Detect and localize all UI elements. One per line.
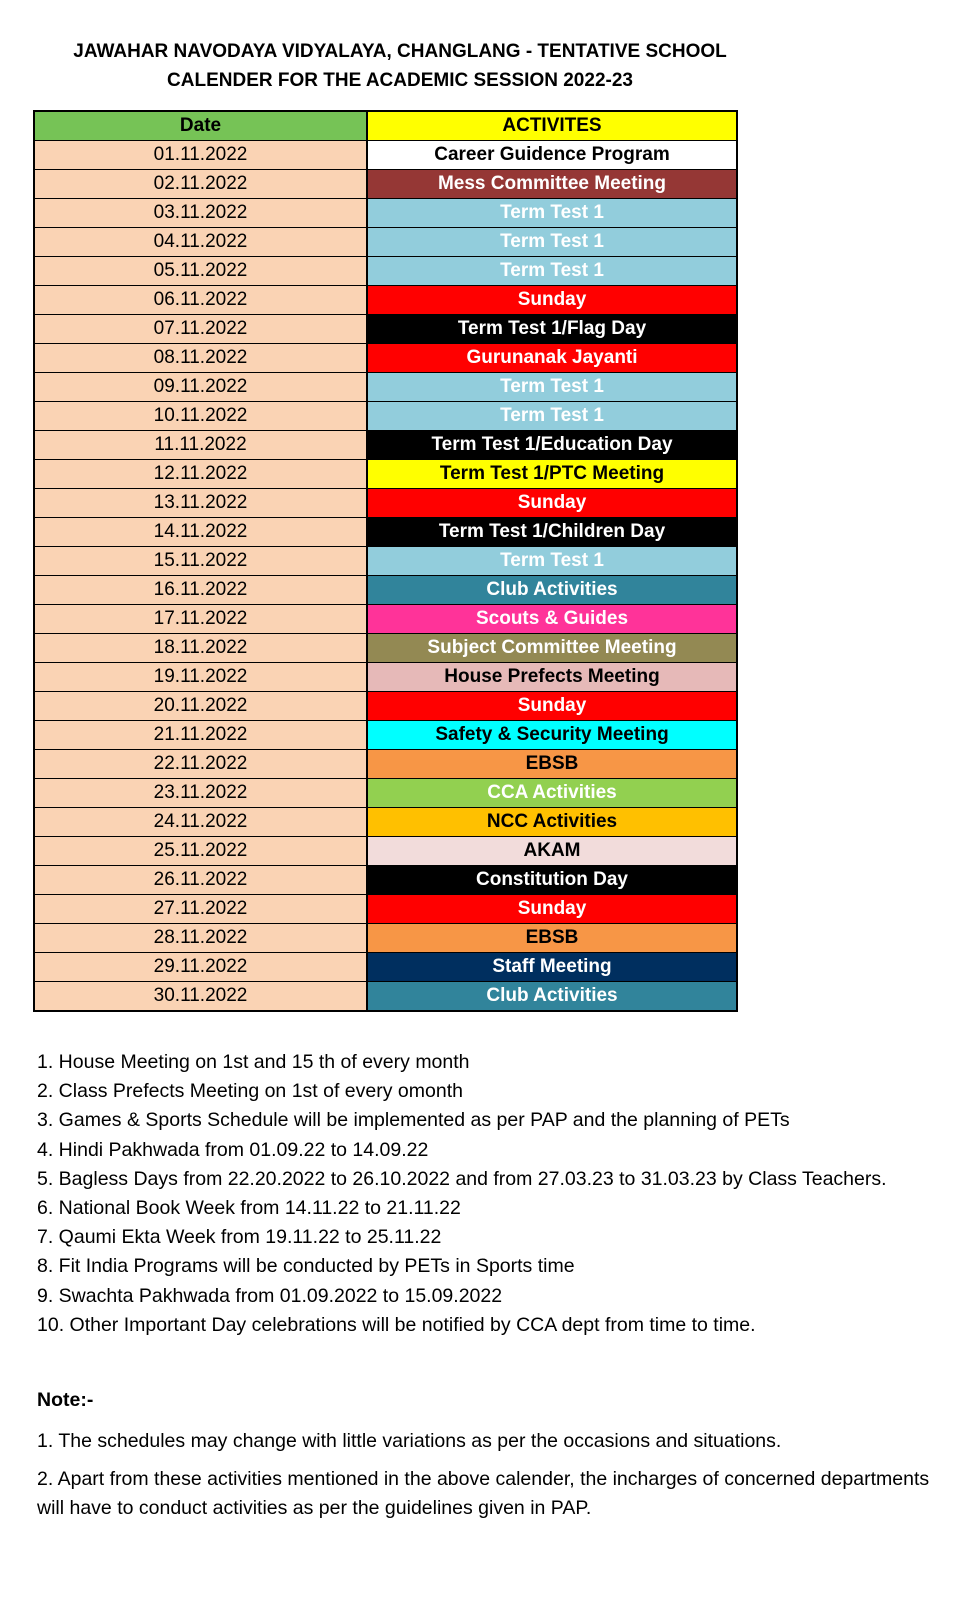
row-activity: Term Test 1 <box>367 547 737 576</box>
row-activity: Career Guidence Program <box>367 141 737 170</box>
row-activity: Term Test 1/Flag Day <box>367 315 737 344</box>
note-item: 5. Bagless Days from 22.20.2022 to 26.10.2022 and from 27.03.23 to 31.03.23 by Class Teachers. <box>37 1167 887 1190</box>
row-activity: Term Test 1 <box>367 402 737 431</box>
row-date: 01.11.2022 <box>34 141 367 170</box>
row-date: 09.11.2022 <box>34 373 367 402</box>
row-activity: Term Test 1/Children Day <box>367 518 737 547</box>
row-date: 23.11.2022 <box>34 779 367 808</box>
row-date: 06.11.2022 <box>34 286 367 315</box>
row-date: 25.11.2022 <box>34 837 367 866</box>
row-activity: CCA Activities <box>367 779 737 808</box>
row-activity: EBSB <box>367 924 737 953</box>
table-row <box>34 286 737 315</box>
table-row <box>34 692 737 721</box>
row-activity: Constitution Day <box>367 866 737 895</box>
table-row <box>34 431 737 460</box>
table-row <box>34 344 737 373</box>
row-date: 24.11.2022 <box>34 808 367 837</box>
table-row <box>34 634 737 663</box>
table-row <box>34 953 737 982</box>
row-activity: NCC Activities <box>367 808 737 837</box>
remark-item: 2. Apart from these activities mentioned in the above calender, the incharges of concerned departments will have to conduct activities as per the guidelines given in PAP. <box>37 1468 930 1519</box>
table-row <box>34 721 737 750</box>
row-activity: Club Activities <box>367 576 737 605</box>
table-row <box>34 982 737 1012</box>
row-date: 12.11.2022 <box>34 460 367 489</box>
row-date: 10.11.2022 <box>34 402 367 431</box>
remark-item: 1. The schedules may change with little variations as per the occasions and situations. <box>37 1430 782 1452</box>
table-row <box>34 576 737 605</box>
row-activity: Sunday <box>367 489 737 518</box>
row-date: 16.11.2022 <box>34 576 367 605</box>
row-date: 11.11.2022 <box>34 431 367 460</box>
table-row <box>34 315 737 344</box>
note-heading: Note:- <box>37 1389 94 1411</box>
notes-list <box>37 1048 887 1340</box>
table-row <box>34 518 737 547</box>
row-activity: Sunday <box>367 286 737 315</box>
table-header-row <box>34 111 737 141</box>
note-item: 8. Fit India Programs will be conducted by PETs in Sports time <box>37 1255 575 1278</box>
row-activity: Mess Committee Meeting <box>367 170 737 199</box>
row-date: 26.11.2022 <box>34 866 367 895</box>
table-row <box>34 895 737 924</box>
table-row <box>34 837 737 866</box>
table-row <box>34 373 737 402</box>
table-row <box>34 750 737 779</box>
title-line-2: CALENDER FOR THE ACADEMIC SESSION 2022-23 <box>167 70 633 91</box>
row-date: 05.11.2022 <box>34 257 367 286</box>
note-item: 2. Class Prefects Meeting on 1st of every omonth <box>37 1080 463 1103</box>
row-activity: EBSB <box>367 750 737 779</box>
table-row <box>34 489 737 518</box>
row-activity: Club Activities <box>367 982 737 1012</box>
table-row <box>34 547 737 576</box>
table-row <box>34 605 737 634</box>
table-row <box>34 808 737 837</box>
row-date: 15.11.2022 <box>34 547 367 576</box>
row-date: 02.11.2022 <box>34 170 367 199</box>
table-row <box>34 866 737 895</box>
row-date: 28.11.2022 <box>34 924 367 953</box>
note-item: 4. Hindi Pakhwada from 01.09.22 to 14.09.22 <box>37 1138 429 1161</box>
row-date: 13.11.2022 <box>34 489 367 518</box>
note-item: 10. Other Important Day celebrations will be notified by CCA dept from time to time. <box>37 1313 756 1336</box>
row-date: 04.11.2022 <box>34 228 367 257</box>
row-date: 14.11.2022 <box>34 518 367 547</box>
row-activity: Gurunanak Jayanti <box>367 344 737 373</box>
row-date: 03.11.2022 <box>34 199 367 228</box>
table-row <box>34 663 737 692</box>
row-activity: AKAM <box>367 837 737 866</box>
note-item: 7. Qaumi Ekta Week from 19.11.22 to 25.11.22 <box>37 1226 442 1249</box>
note-item: 1. House Meeting on 1st and 15 th of every month <box>37 1051 470 1073</box>
table-row <box>34 779 737 808</box>
row-date: 18.11.2022 <box>34 634 367 663</box>
table-row <box>34 402 737 431</box>
title-line-1: JAWAHAR NAVODAYA VIDYALAYA, CHANGLANG - TENTATIVE SCHOOL <box>73 41 727 62</box>
document-title <box>40 37 760 95</box>
row-activity: Term Test 1 <box>367 257 737 286</box>
note-item: 9. Swachta Pakhwada from 01.09.2022 to 15.09.2022 <box>37 1284 503 1307</box>
row-date: 21.11.2022 <box>34 721 367 750</box>
row-date: 22.11.2022 <box>34 750 367 779</box>
table-row <box>34 257 737 286</box>
table-row <box>34 199 737 228</box>
row-activity: Term Test 1 <box>367 373 737 402</box>
table-row <box>34 460 737 489</box>
table-row <box>34 170 737 199</box>
row-activity: House Prefects Meeting <box>367 663 737 692</box>
header-date: Date <box>34 111 367 141</box>
row-date: 27.11.2022 <box>34 895 367 924</box>
row-date: 17.11.2022 <box>34 605 367 634</box>
row-activity: Safety & Security Meeting <box>367 721 737 750</box>
row-activity: Sunday <box>367 692 737 721</box>
table-row <box>34 228 737 257</box>
row-date: 08.11.2022 <box>34 344 367 373</box>
row-activity: Staff Meeting <box>367 953 737 982</box>
row-activity: Term Test 1/Education Day <box>367 431 737 460</box>
row-date: 20.11.2022 <box>34 692 367 721</box>
row-date: 30.11.2022 <box>34 982 367 1012</box>
row-date: 29.11.2022 <box>34 953 367 982</box>
row-activity: Term Test 1/PTC Meeting <box>367 460 737 489</box>
row-activity: Term Test 1 <box>367 199 737 228</box>
row-date: 07.11.2022 <box>34 315 367 344</box>
row-activity: Sunday <box>367 895 737 924</box>
row-activity: Scouts & Guides <box>367 605 737 634</box>
note-item: 3. Games & Sports Schedule will be implemented as per PAP and the planning of PETs <box>37 1109 790 1132</box>
remarks-list <box>37 1427 937 1532</box>
table-row <box>34 141 737 170</box>
row-activity: Term Test 1 <box>367 228 737 257</box>
header-activities: ACTIVITES <box>367 111 737 141</box>
calendar-table <box>33 110 738 1012</box>
note-item: 6. National Book Week from 14.11.22 to 21.11.22 <box>37 1196 461 1219</box>
table-row <box>34 924 737 953</box>
row-date: 19.11.2022 <box>34 663 367 692</box>
row-activity: Subject Committee Meeting <box>367 634 737 663</box>
